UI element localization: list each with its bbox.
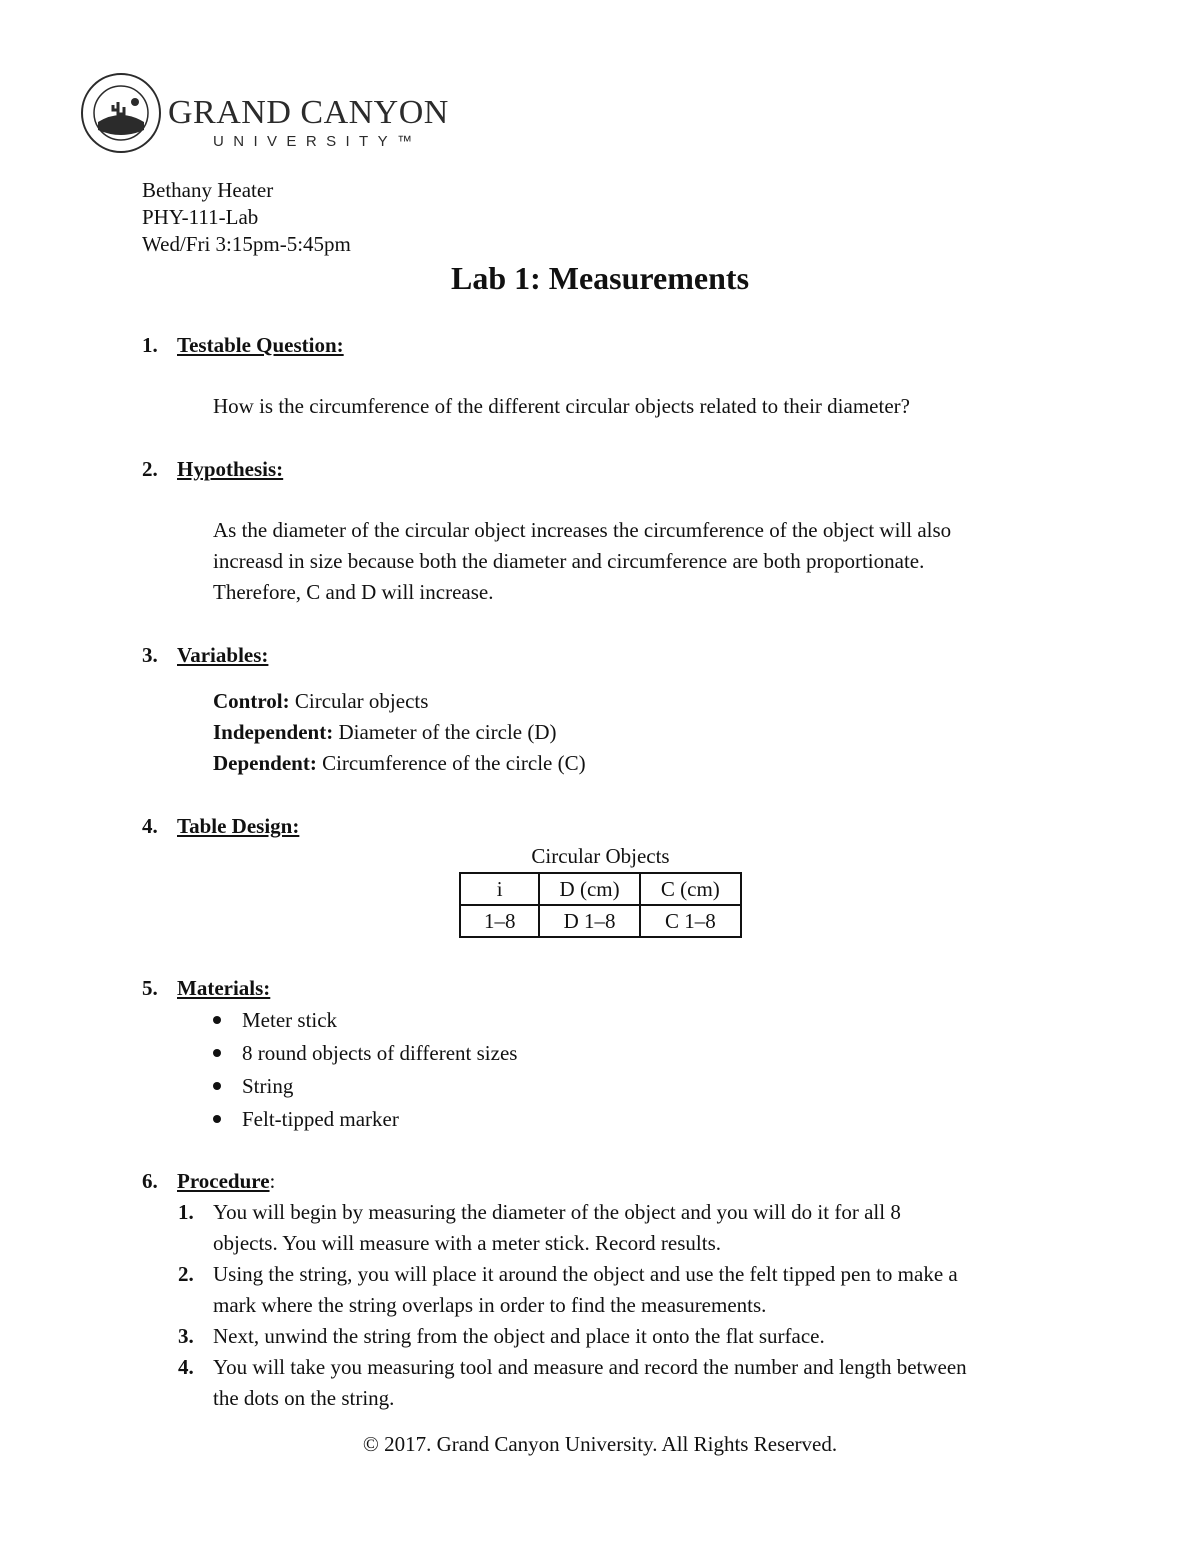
step-text-cont: objects. You will measure with a meter stick. Record results. [213,1231,721,1255]
bullet-icon [213,1115,221,1123]
table-caption: Circular Objects [531,844,670,868]
section-title-suffix: : [269,1169,276,1193]
step-text-cont: the dots on the string. [213,1386,395,1410]
material-label: 8 round objects of different sizes [242,1041,518,1065]
section-title: Materials: [177,976,271,1000]
step-text: Next, unwind the string from the object and place it onto the flat surface. [213,1324,825,1348]
testable-question-text: How is the circumference of the different circular objects related to their diameter? [213,394,910,418]
hypothesis-line-1: As the diameter of the circular object increases the circumference of the object will also [213,518,952,542]
variable-value: Diameter of the circle (D) [338,720,557,744]
material-label: String [242,1074,294,1098]
step-number: 4. [178,1355,194,1379]
section-title: Variables: [177,643,269,667]
section-materials [142,974,270,1002]
list-item [213,1071,293,1101]
procedure-step-4 [178,1352,967,1414]
table-header-cell: D (cm) [539,873,639,905]
step-number: 3. [178,1324,194,1348]
section-procedure [142,1167,275,1195]
list-item [213,1104,399,1134]
variable-independent [213,717,557,748]
bullet-icon [213,1049,221,1057]
section-title: Procedure [177,1169,270,1193]
section-title: Testable Question: [177,333,344,357]
bullet-icon [213,1082,221,1090]
logo-wordmark: GRAND CANYON [168,94,449,131]
variable-label: Dependent: [213,751,317,775]
variable-label: Independent: [213,720,334,744]
table-header-row [460,873,741,905]
bullet-icon [213,1016,221,1024]
table-header-cell: C (cm) [640,873,741,905]
section-number: 5. [142,976,158,1000]
gcu-logo [80,72,449,156]
step-number: 2. [178,1262,194,1286]
section-number: 4. [142,814,158,838]
material-label: Meter stick [242,1008,338,1032]
list-item [213,1005,337,1035]
list-item [213,1038,517,1068]
section-number: 6. [142,1169,158,1193]
student-name: Bethany Heater [142,178,274,202]
data-table [459,872,742,938]
section-testable-question [142,331,344,359]
university-seal-icon [80,72,162,154]
material-label: Felt-tipped marker [242,1107,399,1131]
table-row [460,905,741,937]
copyright-footer: © 2017. Grand Canyon University. All Rights Reserved. [362,1432,838,1456]
section-title: Hypothesis: [177,457,284,481]
step-text: You will begin by measuring the diameter of the object and you will do it for all 8 [213,1200,901,1224]
hypothesis-line-3: Therefore, C and D will increase. [213,580,494,604]
procedure-step-1 [178,1197,901,1259]
step-text: You will take you measuring tool and measure and record the number and length between [213,1355,967,1379]
variable-label: Control: [213,689,290,713]
variable-control [213,686,428,717]
variable-value: Circumference of the circle (C) [322,751,586,775]
page-title: Lab 1: Measurements [450,260,750,296]
section-hypothesis [142,455,283,483]
course-code: PHY-111-Lab [142,205,259,229]
procedure-step-2 [178,1259,958,1321]
step-number: 1. [178,1200,194,1224]
section-number: 1. [142,333,158,357]
table-header-cell: i [460,873,539,905]
section-number: 3. [142,643,158,667]
variable-dependent [213,748,586,779]
table-cell: 1–8 [460,905,539,937]
step-text-cont: mark where the string overlaps in order to find the measurements. [213,1293,767,1317]
hypothesis-line-2: increasd in size because both the diameter and circumference are both proportionate. [213,549,925,573]
variable-value: Circular objects [294,689,429,713]
section-variables [142,641,268,669]
section-title: Table Design: [177,814,300,838]
logo-subtitle: UNIVERSITY™ [213,133,422,150]
table-cell: D 1–8 [539,905,639,937]
section-number: 2. [142,457,158,481]
step-text: Using the string, you will place it around the object and use the felt tipped pen to make a [213,1262,958,1286]
table-cell: C 1–8 [640,905,741,937]
class-schedule: Wed/Fri 3:15pm-5:45pm [142,232,351,256]
section-table-design [142,812,299,840]
procedure-step-3 [178,1321,825,1352]
